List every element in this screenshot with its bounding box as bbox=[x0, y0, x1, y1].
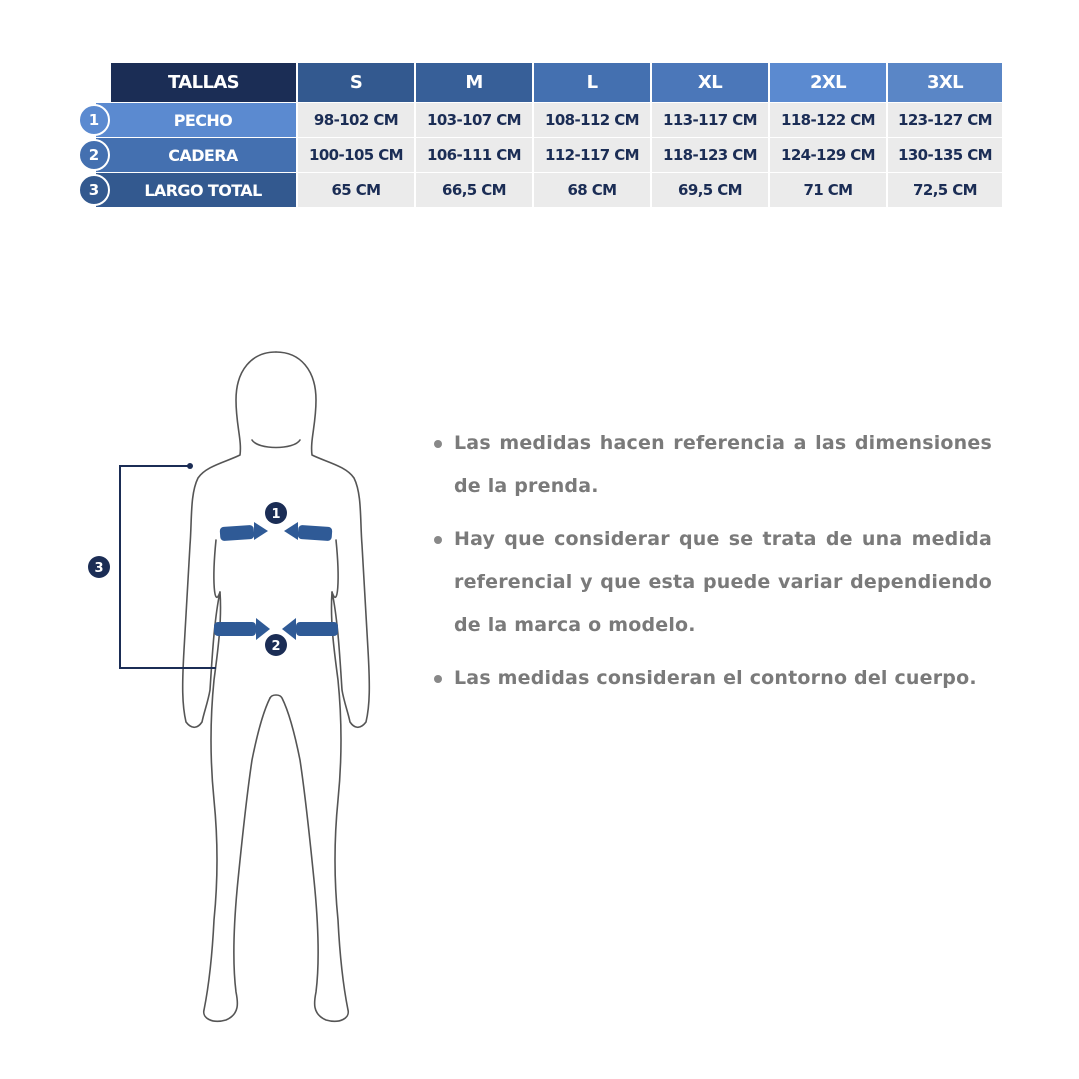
bracket-dot bbox=[187, 463, 193, 469]
table-cell: 130-135 CM bbox=[888, 138, 1002, 172]
table-cell: 124-129 CM bbox=[770, 138, 886, 172]
table-cell: 113-117 CM bbox=[652, 103, 768, 137]
svg-text:2: 2 bbox=[271, 639, 281, 654]
row-label-pecho: PECHO bbox=[96, 103, 296, 137]
table-cell: 108-112 CM bbox=[534, 103, 650, 137]
table-cell: 103-107 CM bbox=[416, 103, 532, 137]
header-size-2xl: 2XL bbox=[770, 63, 886, 102]
marker-3 bbox=[88, 556, 110, 578]
header-size-m: M bbox=[416, 63, 532, 102]
note-text: Las medidas hacen referencia a las dimensiones de la prenda. bbox=[454, 432, 992, 497]
marker-1 bbox=[265, 502, 287, 524]
table-cell: 69,5 CM bbox=[652, 173, 768, 207]
bullet-icon bbox=[434, 440, 442, 448]
table-cell: 118-123 CM bbox=[652, 138, 768, 172]
header-size-xl: XL bbox=[652, 63, 768, 102]
note-text: Las medidas consideran el contorno del cuerpo. bbox=[454, 667, 977, 689]
table-cell: 66,5 CM bbox=[416, 173, 532, 207]
row-number-badge: 1 bbox=[78, 104, 110, 136]
table-cell: 100-105 CM bbox=[298, 138, 414, 172]
marker-2 bbox=[265, 634, 287, 656]
table-cell: 123-127 CM bbox=[888, 103, 1002, 137]
svg-text:1: 1 bbox=[271, 507, 281, 522]
length-bracket bbox=[120, 466, 216, 668]
note-item bbox=[432, 422, 992, 508]
table-cell: 71 CM bbox=[770, 173, 886, 207]
size-table bbox=[0, 0, 1079, 220]
row-label-cadera: CADERA bbox=[96, 138, 296, 172]
header-tallas: TALLAS bbox=[111, 63, 296, 102]
chest-arrows bbox=[220, 522, 333, 541]
table-cell: 68 CM bbox=[534, 173, 650, 207]
row-number-badge: 2 bbox=[78, 139, 110, 171]
table-cell: 98-102 CM bbox=[298, 103, 414, 137]
bullet-icon bbox=[434, 675, 442, 683]
svg-text:3: 3 bbox=[94, 561, 104, 576]
body-silhouette-figure bbox=[0, 330, 420, 1030]
body-outline bbox=[183, 352, 370, 1021]
header-size-3xl: 3XL bbox=[888, 63, 1002, 102]
header-size-l: L bbox=[534, 63, 650, 102]
note-item bbox=[432, 518, 992, 647]
bullet-icon bbox=[434, 536, 442, 544]
table-cell: 72,5 CM bbox=[888, 173, 1002, 207]
table-cell: 65 CM bbox=[298, 173, 414, 207]
table-cell: 106-111 CM bbox=[416, 138, 532, 172]
table-cell: 118-122 CM bbox=[770, 103, 886, 137]
note-text: Hay que considerar que se trata de una medida referencial y que esta puede variar dependiendo de la marca o modelo. bbox=[454, 528, 992, 636]
row-number-badge: 3 bbox=[78, 174, 110, 206]
table-cell: 112-117 CM bbox=[534, 138, 650, 172]
row-label-largo-total: LARGO TOTAL bbox=[96, 173, 296, 207]
header-size-s: S bbox=[298, 63, 414, 102]
note-item bbox=[432, 657, 992, 700]
measurement-notes bbox=[432, 422, 992, 710]
